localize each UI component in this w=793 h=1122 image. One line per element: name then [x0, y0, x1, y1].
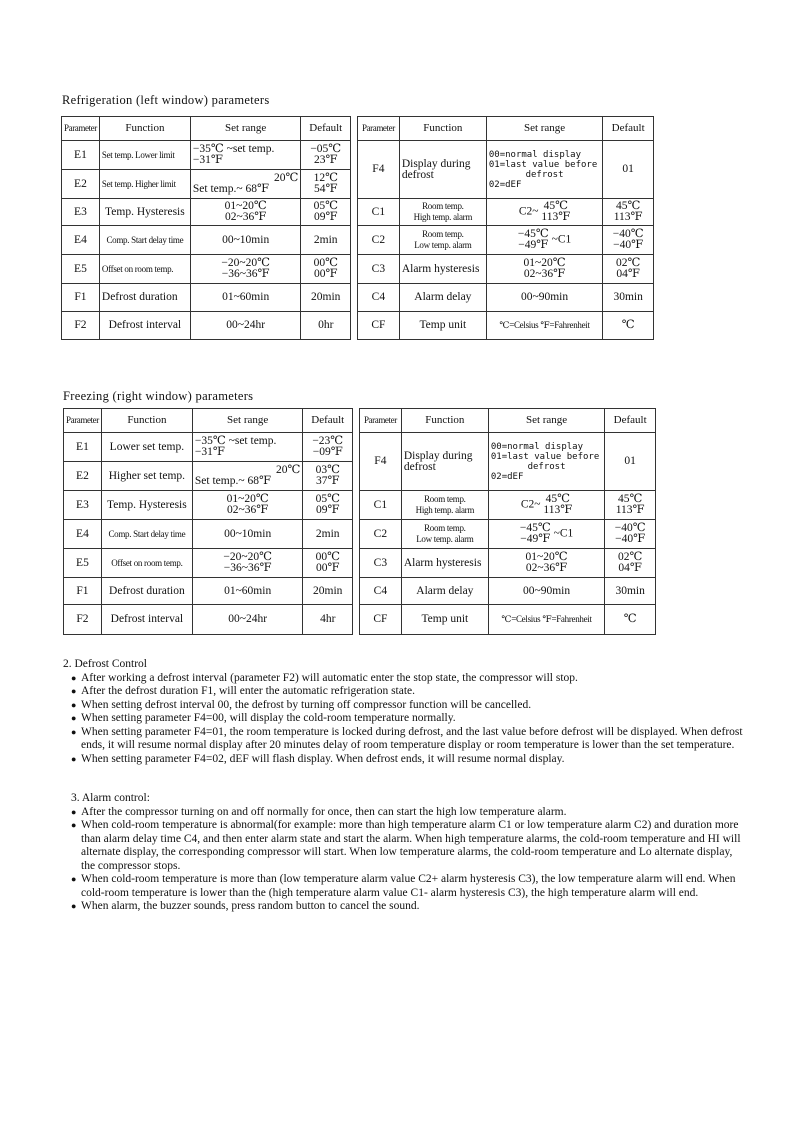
- header-parameter: Parameter: [359, 409, 401, 433]
- param-code: F2: [64, 605, 102, 635]
- param-set-range: ℃=Celsius ℉=Fahrenheit: [488, 605, 604, 635]
- param-default: 05℃ 09℉: [303, 491, 353, 520]
- param-code: E1: [62, 141, 100, 170]
- refrigeration-section-title: Refrigeration (left window) parameters: [62, 93, 270, 107]
- list-item: ● When setting parameter F4=02, dEF will flash display. When defrost ends, it will resume normal display.: [71, 752, 565, 765]
- param-function: Room temp. High temp. alarm: [399, 199, 486, 226]
- table-row: [64, 491, 656, 520]
- param-set-range: 00=normal display 01=last value before defrost 02=dEF: [488, 433, 604, 491]
- header-parameter: Parameter: [64, 409, 102, 433]
- param-code: E4: [62, 226, 100, 255]
- param-function: Alarm hysteresis: [399, 255, 486, 284]
- param-code: C3: [357, 255, 399, 284]
- param-default: 2min: [301, 226, 351, 255]
- param-default: 45℃ 113℉: [605, 491, 656, 520]
- param-function: Temp. Hysteresis: [101, 491, 192, 520]
- param-set-range: 00=normal display 01=last value before defrost 02=dEF: [486, 141, 602, 199]
- param-set-range: 00~24hr: [190, 312, 301, 340]
- param-function: Alarm delay: [399, 284, 486, 312]
- param-set-range: −20~20℃ −36~36℉: [192, 549, 303, 578]
- table-header-row: [62, 117, 654, 141]
- param-function: Defrost duration: [101, 578, 192, 605]
- param-function: Lower set temp.: [101, 433, 192, 462]
- list-item: ● When cold-room temperature is more than (low temperature alarm value C2+ alarm hysteresis C3), the low temperature alarm will end. When cold-room temperature is lower than the (high temperature alarm value C1- alarm hysteresis C3), the high temperature alarm will end.: [71, 873, 736, 899]
- param-code: C1: [357, 199, 399, 226]
- header-function: Function: [99, 117, 190, 141]
- param-function: Offset on room temp.: [99, 255, 190, 284]
- param-set-range: ℃=Celsius ℉=Fahrenheit: [486, 312, 602, 340]
- param-function: Alarm hysteresis: [401, 549, 488, 578]
- param-default: 03℃ 37℉: [303, 462, 353, 491]
- param-code: C1: [359, 491, 401, 520]
- param-default: 4hr: [303, 605, 353, 635]
- defrost-control-section: [63, 658, 743, 766]
- table-row: [64, 549, 656, 578]
- param-code: C2: [359, 520, 401, 549]
- param-code: C2: [357, 226, 399, 255]
- param-function: Room temp. Low temp. alarm: [399, 226, 486, 255]
- header-parameter: Parameter: [357, 117, 399, 141]
- bullet-icon: ●: [71, 699, 77, 710]
- param-default: 02℃ 04℉: [605, 549, 656, 578]
- param-code: F2: [62, 312, 100, 340]
- header-function: Function: [401, 409, 488, 433]
- param-function: Set temp. Lower limit: [99, 141, 190, 170]
- param-set-range: −35℃ ~set temp. −31℉: [192, 433, 303, 462]
- param-set-range: 00~10min: [192, 520, 303, 549]
- param-code: F1: [62, 284, 100, 312]
- param-set-range: C2~ 45℃ 113℉: [486, 199, 602, 226]
- bullet-icon: ●: [71, 686, 77, 696]
- param-function: Defrost interval: [101, 605, 192, 635]
- header-default: Default: [301, 117, 351, 141]
- param-default: 2min: [303, 520, 353, 549]
- table-row: [62, 141, 654, 170]
- param-code: F4: [357, 141, 399, 199]
- param-function: Display during defrost: [399, 141, 486, 199]
- param-code: C4: [357, 284, 399, 312]
- param-default: 0hr: [301, 312, 351, 340]
- list-item: ● When setting parameter F4=01, the room temperature is locked during defrost, and the last value before defrost will be displayed. When defrost ends, it will resume normal display after 20 minutes delay of room temperature display or room temperature is lower than the set temperature.: [71, 725, 743, 751]
- param-function: Comp. Start delay time: [101, 520, 192, 549]
- param-code: E5: [64, 549, 102, 578]
- param-function: Temp. Hysteresis: [99, 199, 190, 226]
- param-function: Defrost duration: [99, 284, 190, 312]
- param-default: 20min: [303, 578, 353, 605]
- table-row: [62, 284, 654, 312]
- table-row: [64, 605, 656, 635]
- param-code: E2: [64, 462, 102, 491]
- list-item: ● After the defrost duration F1, will enter the automatic refrigeration state.: [71, 685, 416, 697]
- param-set-range: 01~20℃ 02~36℉: [488, 549, 604, 578]
- bullet-icon: ●: [71, 874, 77, 884]
- param-code: E1: [64, 433, 102, 462]
- alarm-control-section: [63, 792, 743, 914]
- param-function: Defrost interval: [99, 312, 190, 340]
- param-set-range: 01~20℃ 02~36℉: [486, 255, 602, 284]
- param-function: Set temp. Higher limit: [99, 170, 190, 199]
- param-code: C4: [359, 578, 401, 605]
- table-header-row: [64, 409, 656, 433]
- header-set-range: Set range: [486, 117, 602, 141]
- param-default: 20min: [301, 284, 351, 312]
- param-set-range: C2~ 45℃ 113℉: [488, 491, 604, 520]
- param-set-range: −35℃ ~set temp. −31℉: [190, 141, 301, 170]
- param-default: 05℃ 09℉: [301, 199, 351, 226]
- param-set-range: −20~20℃ −36~36℉: [190, 255, 301, 284]
- param-default: 45℃ 113℉: [603, 199, 654, 226]
- param-code: C3: [359, 549, 401, 578]
- header-function: Function: [101, 409, 192, 433]
- bullet-icon: ●: [71, 820, 77, 830]
- refrigeration-parameter-table: [61, 116, 654, 340]
- table-row: [64, 433, 656, 462]
- param-set-range: 20℃ Set temp.~ 68℉: [192, 462, 303, 491]
- freezing-section-title: Freezing (right window) parameters: [63, 389, 254, 403]
- header-parameter: Parameter: [62, 117, 100, 141]
- param-function: Display during defrost: [401, 433, 488, 491]
- bullet-icon: ●: [71, 806, 77, 817]
- table-row: [62, 199, 654, 226]
- param-set-range: 00~90min: [486, 284, 602, 312]
- freezing-parameter-table: [63, 408, 656, 635]
- param-code: F4: [359, 433, 401, 491]
- param-code: E2: [62, 170, 100, 199]
- param-default: 30min: [605, 578, 656, 605]
- param-default: 30min: [603, 284, 654, 312]
- table-row: [62, 226, 654, 255]
- list-item: ● When alarm, the buzzer sounds, press random button to cancel the sound.: [71, 900, 420, 912]
- param-set-range: −45℃ −49℉ ~C1: [486, 226, 602, 255]
- param-function: Temp unit: [399, 312, 486, 340]
- param-set-range: 00~90min: [488, 578, 604, 605]
- param-default: 01: [605, 433, 656, 491]
- param-set-range: 01~20℃ 02~36℉: [192, 491, 303, 520]
- param-default: −05℃ 23℉: [301, 141, 351, 170]
- param-set-range: 20℃ Set temp.~ 68℉: [190, 170, 301, 199]
- param-code: CF: [357, 312, 399, 340]
- param-default: 00℃ 00℉: [303, 549, 353, 578]
- list-item: ● After the compressor turning on and off normally for once, then can start the high low temperature alarm.: [71, 805, 567, 818]
- param-set-range: 01~60min: [190, 284, 301, 312]
- header-default: Default: [303, 409, 353, 433]
- param-set-range: 01~60min: [192, 578, 303, 605]
- param-default: ℃: [603, 312, 654, 340]
- bullet-icon: ●: [71, 672, 77, 683]
- bullet-icon: ●: [71, 901, 77, 911]
- param-function: Temp unit: [401, 605, 488, 635]
- param-code: CF: [359, 605, 401, 635]
- param-set-range: −45℃ −49℉ ~C1: [488, 520, 604, 549]
- defrost-control-heading: 2. Defrost Control: [63, 658, 148, 670]
- param-function: Comp. Start delay time: [99, 226, 190, 255]
- param-function: Room temp. Low temp. alarm: [401, 520, 488, 549]
- param-default: 12℃ 54℉: [301, 170, 351, 199]
- header-default: Default: [603, 117, 654, 141]
- param-default: 01: [603, 141, 654, 199]
- alarm-control-heading: 3. Alarm control:: [71, 792, 150, 804]
- bullet-icon: ●: [71, 713, 77, 723]
- param-default: 02℃ 04℉: [603, 255, 654, 284]
- bullet-icon: ●: [71, 726, 77, 737]
- list-item: ● After working a defrost interval (parameter F2) will automatic enter the stop state, the compressor will stop.: [71, 671, 578, 684]
- list-item: ● When setting defrost interval 00, the defrost by turning off compressor function will be cancelled.: [71, 698, 532, 711]
- header-set-range: Set range: [192, 409, 303, 433]
- table-row: [64, 578, 656, 605]
- list-item: ● When cold-room temperature is abnormal(for example: more than high temperature alarm C1 or low temperature alarm C2) and duration more than alarm delay time C4, and then enter alarm state and start the alarm. When high temperature alarms, the cold-room temperature and HI will alternate display, the corresponding compressor will start. When low temperature alarms, the cold-room temperature and Lo alternate display, the compressor stops.: [71, 819, 741, 872]
- param-code: E5: [62, 255, 100, 284]
- param-code: E3: [62, 199, 100, 226]
- param-function: Higher set temp.: [101, 462, 192, 491]
- param-default: −40℃ −40℉: [603, 226, 654, 255]
- param-default: −40℃ −40℉: [605, 520, 656, 549]
- header-set-range: Set range: [488, 409, 604, 433]
- table-row: [64, 520, 656, 549]
- param-code: F1: [64, 578, 102, 605]
- param-default: ℃: [605, 605, 656, 635]
- param-default: 00℃ 00℉: [301, 255, 351, 284]
- bullet-icon: ●: [71, 753, 77, 764]
- param-set-range: 01~20℃ 02~36℉: [190, 199, 301, 226]
- list-item: ● When setting parameter F4=00, will display the cold-room temperature normally.: [71, 712, 456, 724]
- param-function: Offset on room temp.: [101, 549, 192, 578]
- param-default: −23℃ −09℉: [303, 433, 353, 462]
- param-function: Alarm delay: [401, 578, 488, 605]
- header-function: Function: [399, 117, 486, 141]
- param-set-range: 00~24hr: [192, 605, 303, 635]
- table-row: [62, 255, 654, 284]
- param-code: E3: [64, 491, 102, 520]
- header-set-range: Set range: [190, 117, 301, 141]
- table-row: [62, 312, 654, 340]
- param-function: Room temp. High temp. alarm: [401, 491, 488, 520]
- param-set-range: 00~10min: [190, 226, 301, 255]
- header-default: Default: [605, 409, 656, 433]
- param-code: E4: [64, 520, 102, 549]
